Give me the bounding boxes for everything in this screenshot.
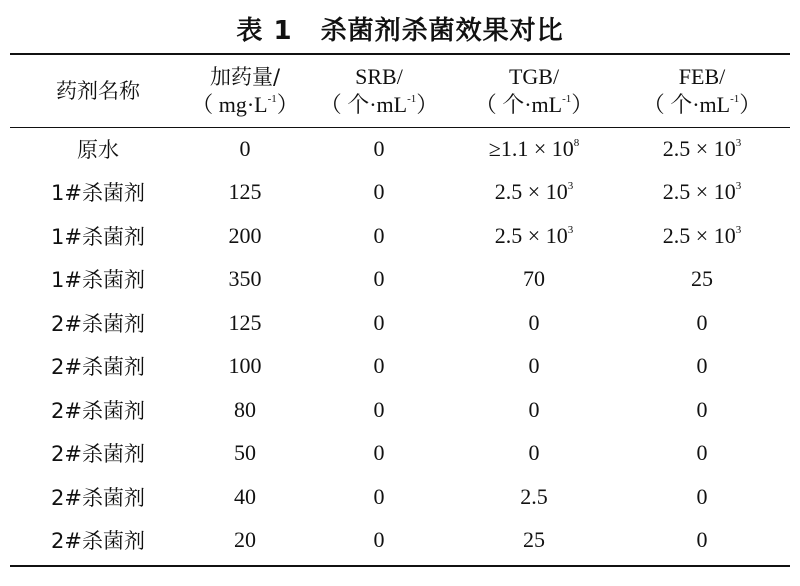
agent-name-cell: 1#杀菌剂: [51, 224, 145, 249]
header-row: [10, 55, 790, 127]
tgb-cell: $2.5 \times 10^3$: [494, 222, 574, 248]
header-dosage-unit: （ $mg\cdot L^{-1}$）: [191, 92, 299, 117]
dosage-cell: 200: [228, 222, 262, 248]
agent-name-cell: 2#杀菌剂: [51, 355, 145, 380]
table-title: [0, 10, 800, 47]
table-row: [10, 519, 790, 563]
tgb-cell: 25: [523, 527, 545, 553]
dosage-cell: 40: [234, 483, 256, 509]
feb-cell: $2.5 \times 10^3$: [662, 179, 742, 205]
table-row: [10, 475, 790, 519]
srb-cell: 0: [373, 483, 385, 509]
table-row: [10, 214, 790, 258]
agent-name-cell: 2#杀菌剂: [51, 398, 145, 423]
agent-name-cell: 2#杀菌剂: [51, 442, 145, 467]
header-feb-label: FEB/: [678, 64, 726, 89]
header-feb: [614, 55, 790, 127]
agent-name-cell: 2#杀菌剂: [51, 529, 145, 554]
agent-name-cell: 原水: [77, 137, 119, 162]
feb-cell: 25: [691, 266, 713, 292]
header-srb-unit: （ 个$\cdot mL^{-1}$）: [319, 92, 439, 117]
dosage-cell: 80: [234, 396, 256, 422]
srb-cell: 0: [373, 135, 385, 161]
table-caption: 杀菌剂杀菌效果对比: [320, 16, 564, 46]
dosage-cell: 50: [234, 440, 256, 466]
header-srb-label: SRB/: [355, 64, 403, 89]
feb-cell: 0: [696, 353, 708, 379]
feb-cell: 0: [696, 440, 708, 466]
feb-cell: 0: [696, 527, 708, 553]
tgb-cell: 0: [528, 309, 540, 335]
dosage-cell: 20: [234, 527, 256, 553]
srb-cell: 0: [373, 440, 385, 466]
tgb-cell: 0: [528, 353, 540, 379]
tgb-cell: $\ge 1.1 \times 10^8$: [488, 135, 580, 161]
feb-cell: 0: [696, 309, 708, 335]
agent-name-cell: 2#杀菌剂: [51, 485, 145, 510]
feb-cell: $2.5 \times 10^3$: [662, 222, 742, 248]
feb-cell: 0: [696, 483, 708, 509]
header-dosage: [186, 55, 304, 127]
tgb-cell: 2.5: [520, 483, 548, 509]
tgb-cell: 0: [528, 440, 540, 466]
srb-cell: 0: [373, 222, 385, 248]
header-srb: [304, 55, 454, 127]
srb-cell: 0: [373, 396, 385, 422]
table-body: [10, 127, 790, 562]
dosage-cell: 125: [228, 179, 262, 205]
dosage-cell: 0: [239, 135, 251, 161]
table-row: [10, 301, 790, 345]
table-row: [10, 127, 790, 171]
header-dosage-label: 加药量/: [209, 65, 281, 89]
agent-name-cell: 1#杀菌剂: [51, 181, 145, 206]
header-tgb-unit: （ 个$\cdot mL^{-1}$）: [474, 92, 594, 117]
tgb-cell: 0: [528, 396, 540, 422]
srb-cell: 0: [373, 309, 385, 335]
table-row: [10, 258, 790, 302]
header-agent-name: [10, 55, 186, 127]
feb-cell: 0: [696, 396, 708, 422]
srb-cell: 0: [373, 527, 385, 553]
header-agent-name-label: 药剂名称: [56, 79, 140, 103]
header-feb-unit: （ 个$\cdot mL^{-1}$）: [642, 92, 762, 117]
header-tgb-label: TGB/: [508, 64, 560, 89]
feb-cell: $2.5 \times 10^3$: [662, 135, 742, 161]
dosage-cell: 125: [228, 309, 262, 335]
table-row: [10, 432, 790, 476]
tgb-cell: $2.5 \times 10^3$: [494, 179, 574, 205]
dosage-cell: 100: [228, 353, 262, 379]
table-number: 表 1: [236, 16, 293, 46]
table-row: [10, 171, 790, 215]
bactericide-comparison-table: [10, 55, 790, 562]
srb-cell: 0: [373, 179, 385, 205]
srb-cell: 0: [373, 266, 385, 292]
agent-name-cell: 1#杀菌剂: [51, 268, 145, 293]
table-row: [10, 345, 790, 389]
bottom-rule: [10, 565, 790, 567]
tgb-cell: 70: [523, 266, 545, 292]
header-tgb: [454, 55, 614, 127]
srb-cell: 0: [373, 353, 385, 379]
agent-name-cell: 2#杀菌剂: [51, 311, 145, 336]
dosage-cell: 350: [228, 266, 262, 292]
table-row: [10, 388, 790, 432]
